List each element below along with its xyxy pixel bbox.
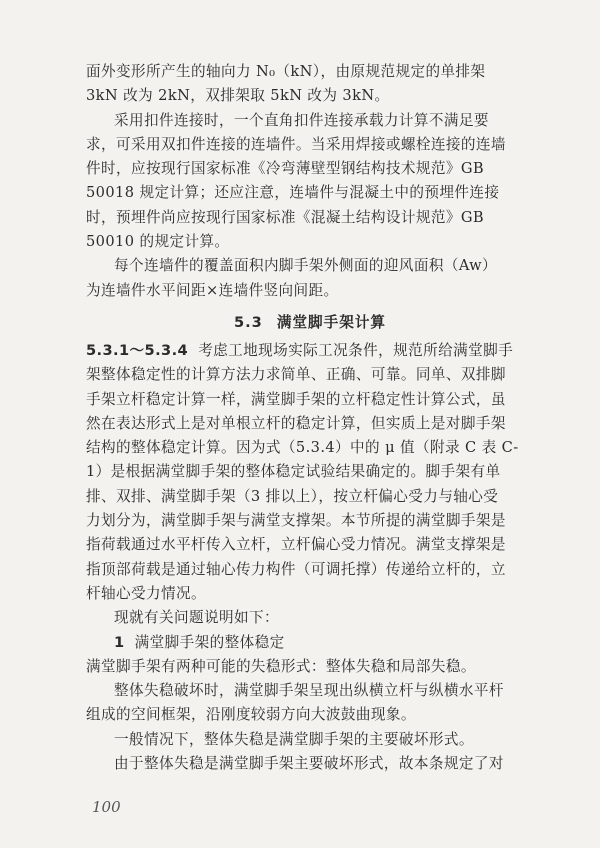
body-text	[86, 62, 534, 778]
text-line: 由于整体失稳是满堂脚手架主要破坏形式，故本条规定了对	[114, 755, 504, 773]
text-line: 满堂脚手架有两种可能的失稳形式：整体失稳和局部失稳。	[86, 657, 476, 675]
text-line: 结构的整体稳定计算。因为式（5.3.4）中的 μ 值（附录 C 表 C-	[86, 439, 519, 457]
text-line: 求，可采用双扣件连接的连墙件。当采用焊接或螺栓连接的连墙	[86, 135, 506, 153]
text-line: 时，预埋件尚应按现行国家标准《混凝土结构设计规范》GB	[86, 208, 485, 226]
text-line: 整体失稳破坏时，满堂脚手架呈现出纵横立杆与纵横水平杆	[114, 682, 504, 700]
text-line: 架整体稳定性的计算方法力求简单、正确、可靠。同单、双排脚	[86, 366, 506, 384]
text-line: 力划分为，满堂脚手架与满堂支撑架。本节所提的满堂脚手架是	[86, 512, 506, 530]
text-line: 现就有关问题说明如下：	[114, 609, 279, 627]
text-line: 50010 的规定计算。	[86, 233, 230, 251]
list-item-number: 1	[114, 633, 125, 651]
text-line: 3kN 改为 2kN，双排架取 5kN 改为 3kN。	[86, 87, 390, 105]
section-title: 满堂脚手架计算	[276, 313, 387, 331]
text-line: 指顶部荷载是通过轴心传力构件（可调托撑）传递给立杆的，立	[86, 560, 506, 578]
section-number: 5.3	[233, 313, 263, 331]
text-line: 采用扣件连接时，一个直角扣件连接承载力计算不满足要	[114, 111, 489, 129]
text-line: 组成的空间框架，沿刚度较弱方向大波鼓曲现象。	[86, 706, 416, 724]
text-line: 1）是根据满堂脚手架的整体稳定试验结果确定的。脚手架有单	[86, 463, 501, 481]
text-line: 一般情况下，整体失稳是满堂脚手架的主要破坏形式。	[114, 730, 474, 748]
text-line: 50018 规定计算；还应注意，连墙件与混凝土中的预埋件连接	[86, 184, 500, 202]
text-line: 为连墙件水平间距×连墙件竖向间距。	[86, 281, 339, 299]
text-line: 杆轴心受力情况。	[86, 584, 206, 602]
list-item-title: 满堂脚手架的整体稳定	[134, 633, 285, 651]
page-number: 100	[92, 798, 121, 816]
clause-reference: 5.3.1～5.3.4	[86, 341, 189, 359]
clause-text: 考虑工地现场实际工况条件，规范所给满堂脚手	[198, 341, 514, 359]
text-line: 面外变形所产生的轴向力 N₀（kN），由原规范规定的单排架	[86, 63, 486, 80]
text-line: 每个连墙件的覆盖面积内脚手架外侧面的迎风面积（Aw）	[114, 257, 498, 275]
text-line: 手架立杆稳定计算一样，满堂脚手架的立杆稳定性计算公式，虽	[86, 390, 506, 408]
text-line: 件时，应按现行国家标准《冷弯薄壁型钢结构技术规范》GB	[86, 160, 485, 178]
text-line: 排、双排、满堂脚手架（3 排以上），按立杆偏心受力与轴心受	[86, 487, 499, 505]
text-line: 然在表达形式上是对单根立杆的稳定计算，但实质上是对脚手架	[86, 414, 506, 432]
text-line: 指荷载通过水平杆传入立杆，立杆偏心受力情况。满堂支撑架是	[86, 536, 506, 554]
section-heading	[86, 305, 534, 341]
list-item-heading	[86, 633, 534, 657]
text-line	[86, 341, 534, 365]
